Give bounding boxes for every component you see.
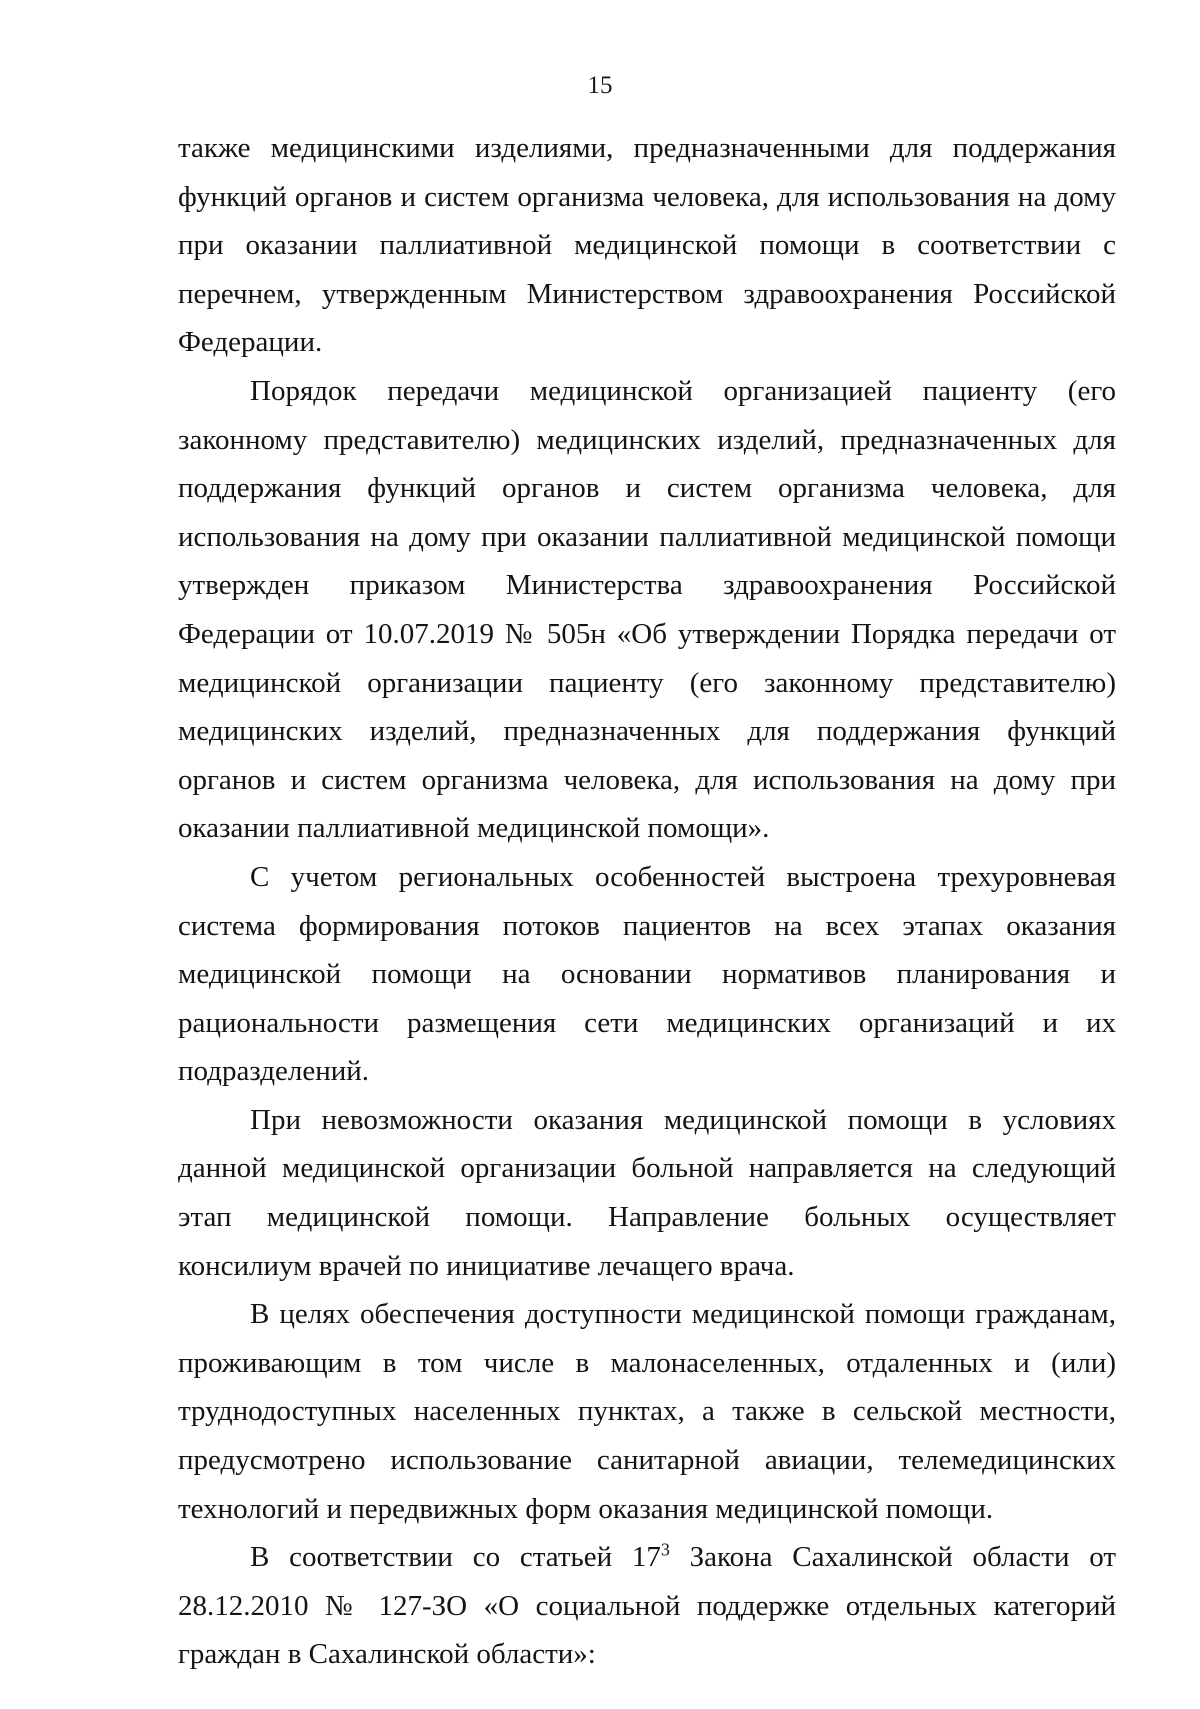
paragraph-next-stage-referral: При невозможности оказания медицинской помощи в условиях данной медицинской организации больной направляется на следующий этап медицинской помощи. Направление больных осуществляет консилиум врачей по инициативе лечащего врача. [178, 1103, 1116, 1282]
paragraph-regional-law [178, 1533, 1116, 1679]
paragraph-continuation: также медицинскими изделиями, предназначенными для поддержания функций органов и систем организма человека, для использования на дому при оказании паллиативной медицинской помощи в соответствии с перечнем, утвержденным Министерством здравоохранения Российской Федерации. [178, 132, 1116, 359]
paragraph-transfer-procedure: Порядок передачи медицинской организацией пациенту (его законному представителю) медицинских изделий, предназначенных для поддержания функций органов и систем организма человека, для использования на дому при оказании паллиативной медицинской помощи утвержден приказом Министерства здравоохранения Российской Федерации от 10.07.2019 № 505н «Об утверждении Порядка передачи от медицинской организации пациенту (его законному представителю) медицинских изделий, предназначенных для поддержания функций органов и систем организма человека, для использования на дому при оказании паллиативной медицинской помощи». [178, 374, 1116, 845]
paragraph-accessibility: В целях обеспечения доступности медицинской помощи гражданам, проживающим в том числе в малонаселенных, отдаленных и (или) труднодоступных населенных пунктах, а также в сельской местности, предусмотрено использование санитарной авиации, телемедицинских технологий и передвижных форм оказания медицинской помощи. [178, 1298, 1116, 1525]
paragraph-three-level-system: С учетом региональных особенностей выстроена трехуровневая система формирования потоков пациентов на всех этапах оказания медицинской помощи на основании нормативов планирования и рациональности размещения сети медицинских организаций и их подразделений. [178, 860, 1116, 1088]
document-body [178, 124, 1116, 1679]
article-superscript: 3 [660, 1539, 670, 1560]
paragraph-regional-law-start: В соответствии со статьей 17 [250, 1541, 661, 1574]
page-number: 15 [587, 72, 613, 99]
paragraph-regional-law-end: Закона Сахалинской области от 28.12.2010 № 127-ЗО «О социальной поддержке отдельных категорий граждан в Сахалинской области»: [178, 1541, 1116, 1671]
